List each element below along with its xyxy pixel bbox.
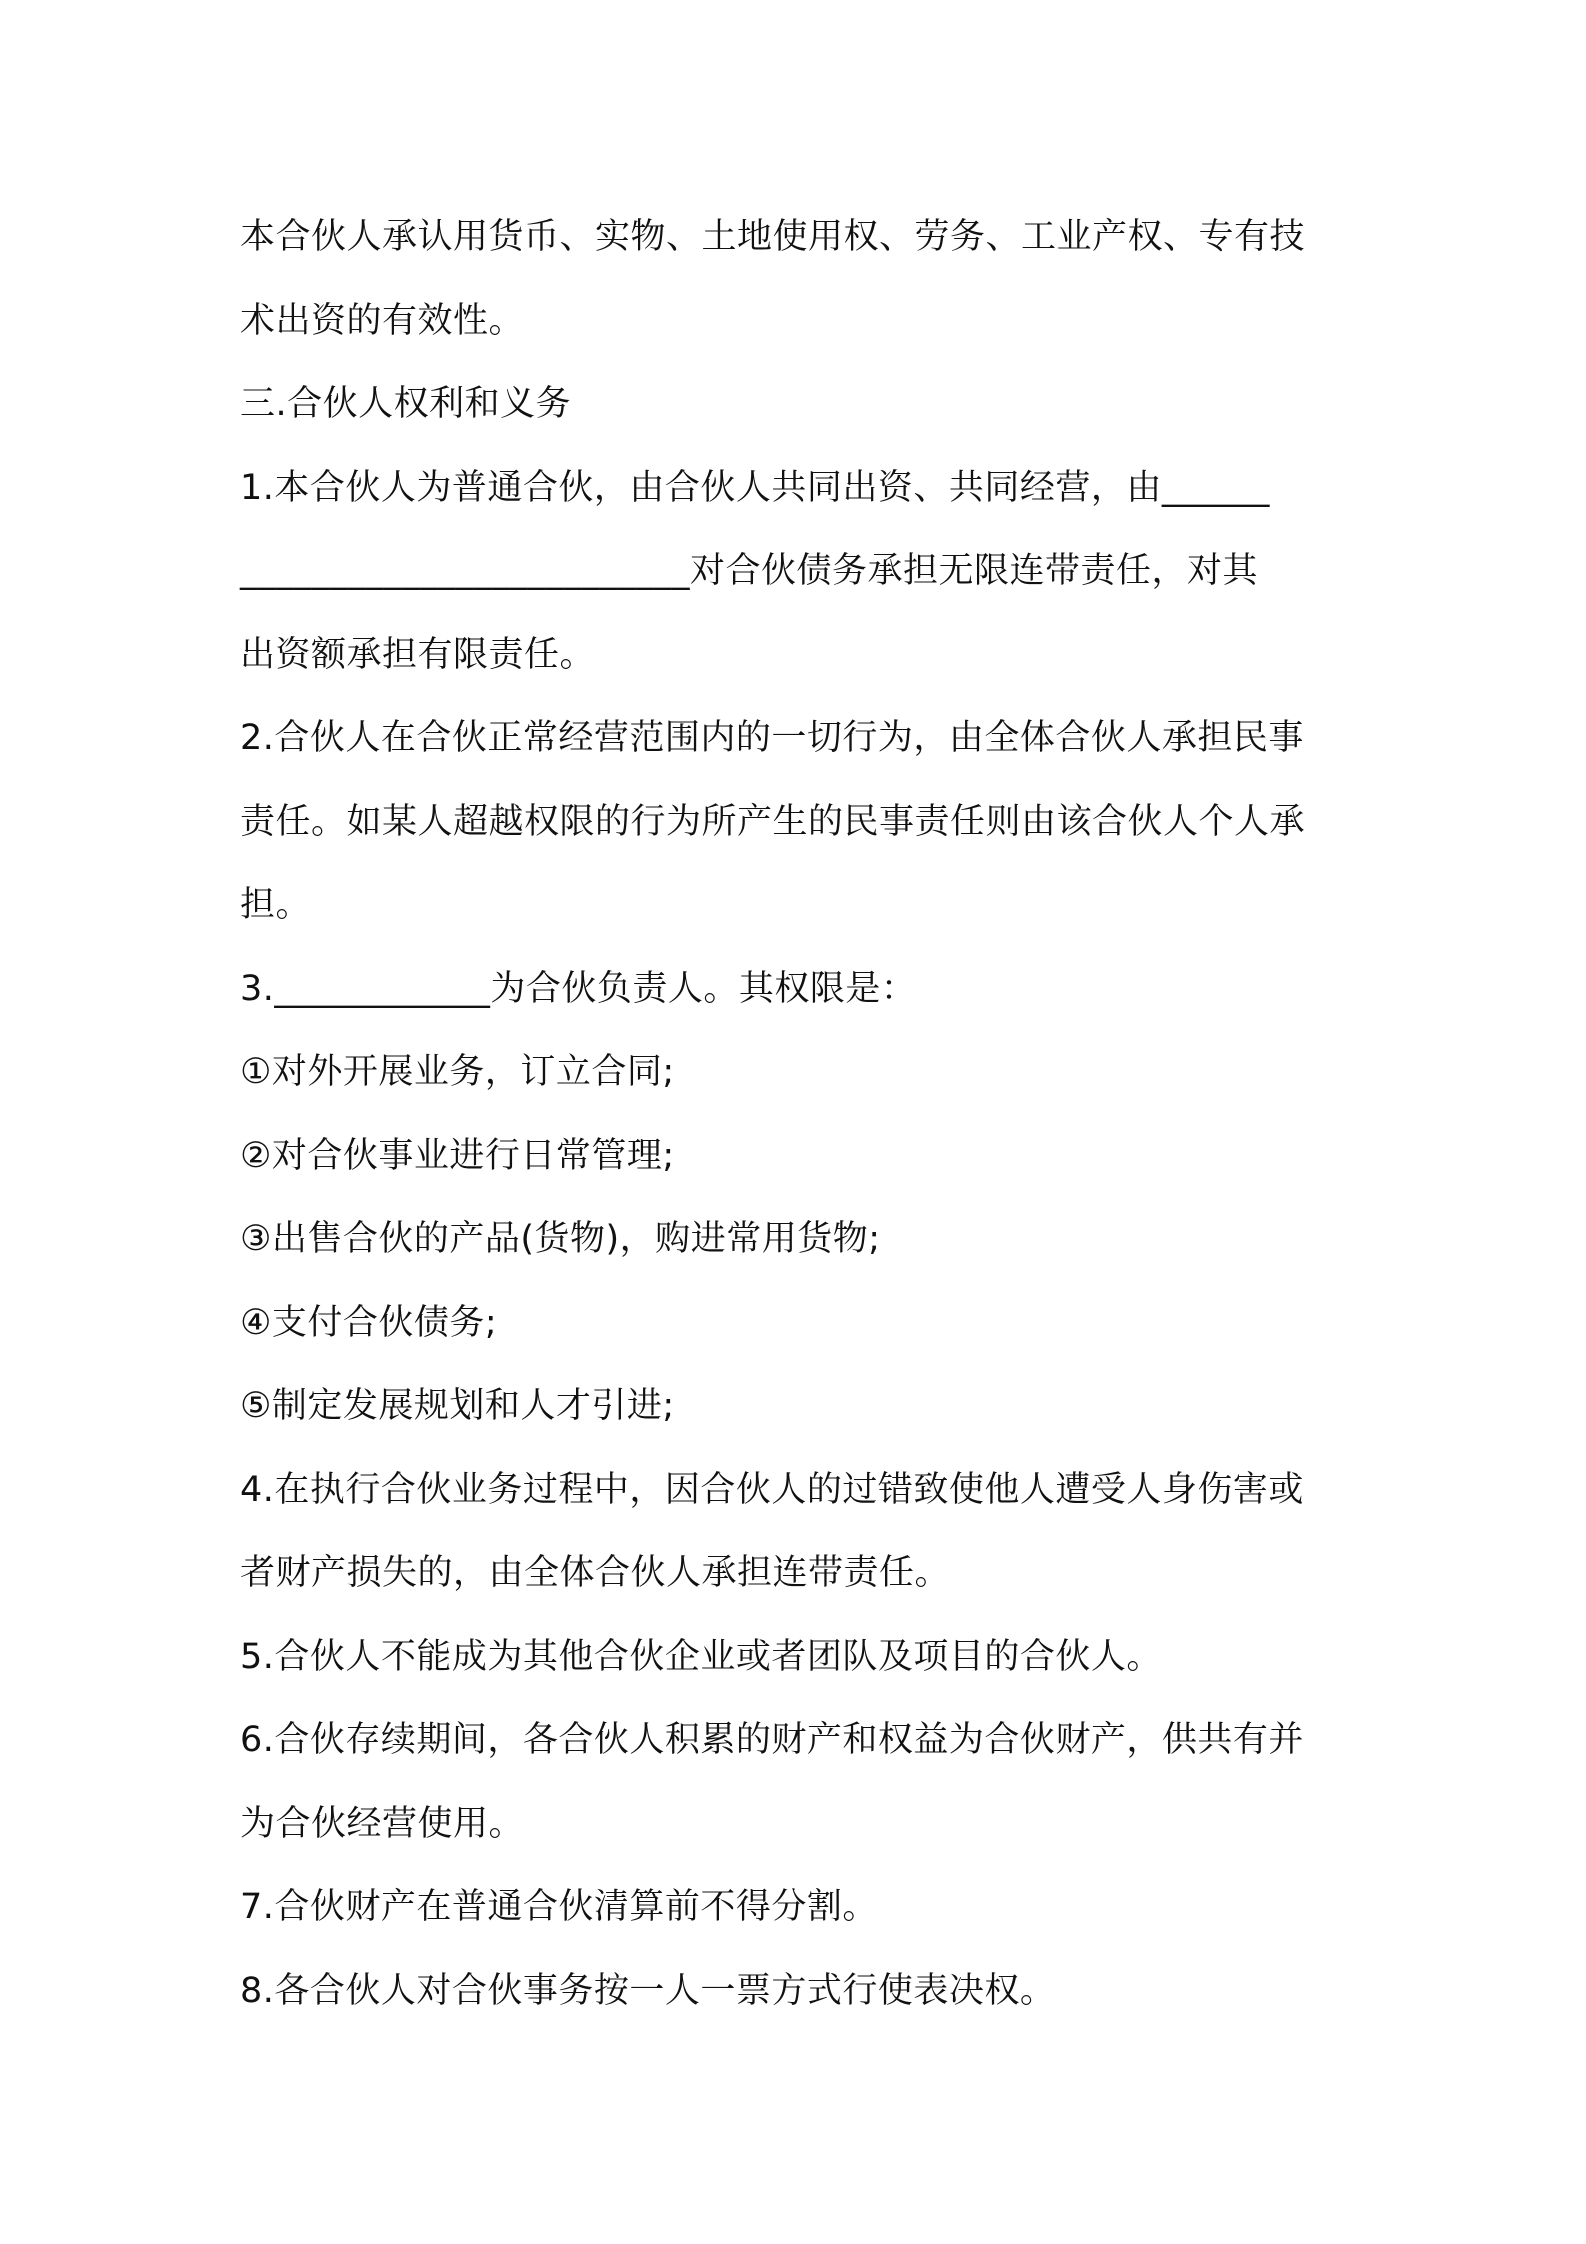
section-heading: 三.合伙人权利和义务 bbox=[240, 384, 572, 424]
text-line: 4.在执行合伙业务过程中，因合伙人的过错致使他人遭受人身伤害或 bbox=[240, 1469, 1304, 1510]
text-line: 担。 bbox=[240, 885, 312, 925]
text-line: 3.____________为合伙负责人。其权限是： bbox=[240, 968, 917, 1009]
text-line: 2.合伙人在合伙正常经营范围内的一切行为，由全体合伙人承担民事 bbox=[240, 718, 1304, 758]
document-body bbox=[240, 196, 1360, 2033]
text-line: 责任。如某人超越权限的行为所产生的民事责任则由该合伙人个人承 bbox=[240, 801, 1306, 842]
text-line: 术出资的有效性。 bbox=[240, 300, 525, 341]
text-line: 8.各合伙人对合伙事务按一人一票方式行使表决权。 bbox=[240, 1970, 1056, 2011]
text-line: 本合伙人承认用货币、实物、土地使用权、劳务、工业产权、专有技 bbox=[240, 217, 1306, 257]
list-item: ③出售合伙的产品(货物)，购进常用货物; bbox=[240, 1219, 881, 1259]
text-line: 7.合伙财产在普通合伙清算前不得分割。 bbox=[240, 1887, 878, 1927]
text-line: 出资额承担有限责任。 bbox=[240, 634, 596, 675]
text-line: _________________________对合伙债务承担无限连带责任，对其 bbox=[240, 551, 1259, 591]
list-item: ①对外开展业务，订立合同; bbox=[240, 1052, 675, 1092]
list-item: ④支付合伙债务; bbox=[240, 1302, 498, 1343]
list-item: ②对合伙事业进行日常管理; bbox=[240, 1135, 675, 1176]
text-line: 者财产损失的，由全体合伙人承担连带责任。 bbox=[240, 1553, 951, 1593]
list-item: ⑤制定发展规划和人才引进; bbox=[240, 1386, 675, 1426]
text-line: 6.合伙存续期间，各合伙人积累的财产和权益为合伙财产，供共有并 bbox=[240, 1720, 1304, 1760]
text-line: 1.本合伙人为普通合伙，由合伙人共同出资、共同经营，由______ bbox=[240, 467, 1270, 508]
text-line: 为合伙经营使用。 bbox=[240, 1803, 525, 1844]
text-line: 5.合伙人不能成为其他合伙企业或者团队及项目的合伙人。 bbox=[240, 1636, 1162, 1677]
